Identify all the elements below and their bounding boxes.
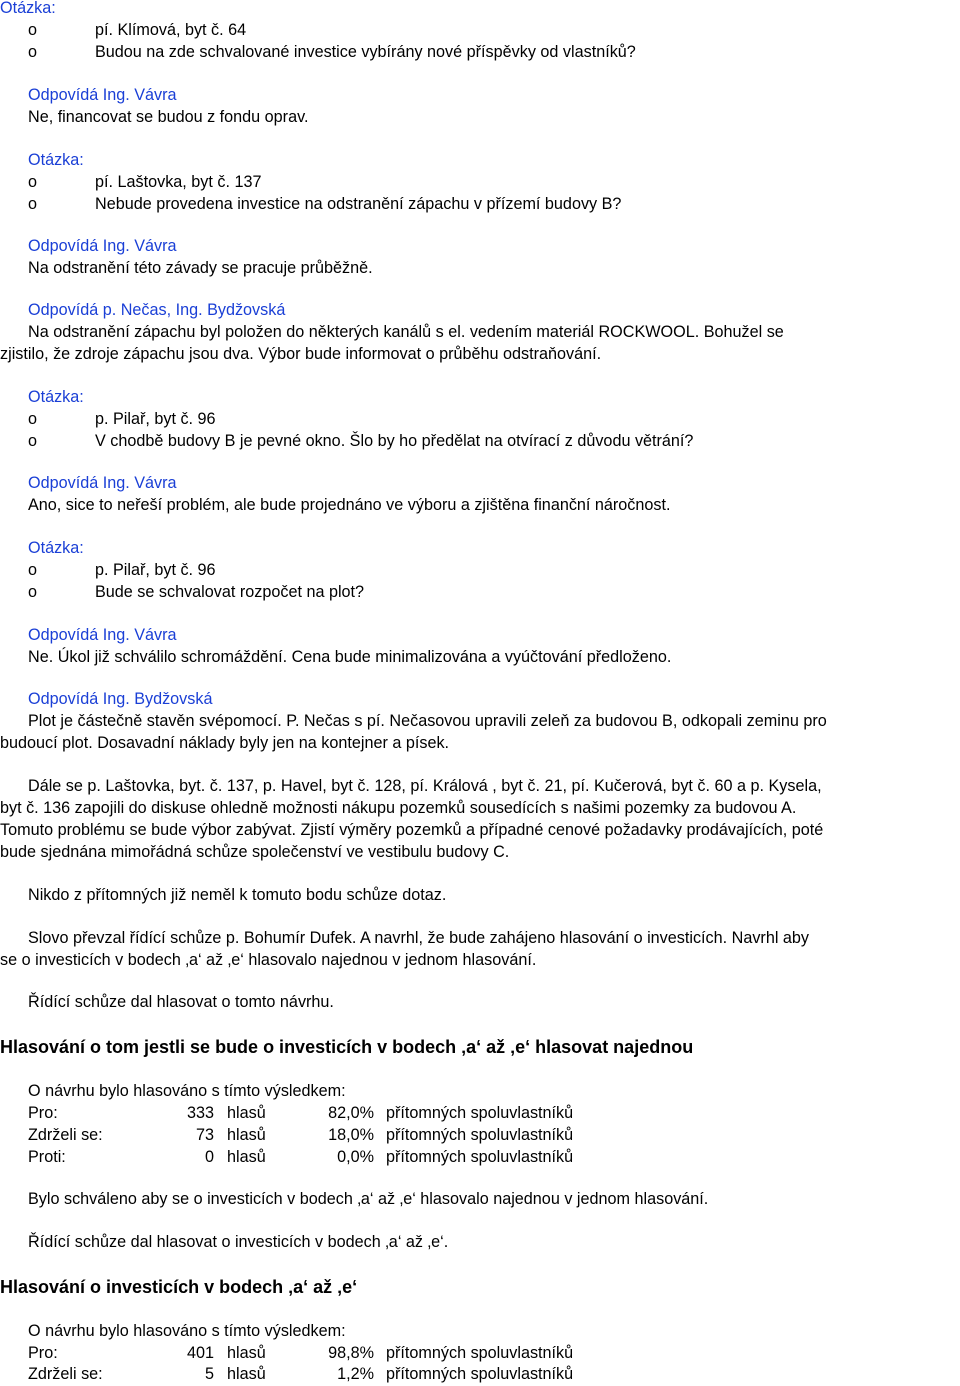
answer-text: Ne, financovat se budou z fondu oprav. — [28, 108, 309, 126]
list-item — [28, 193, 960, 215]
vote-count: 73 — [195, 1126, 214, 1144]
list-item — [28, 19, 960, 41]
list-item — [28, 559, 960, 581]
vote-desc: přítomných spoluvlastníků — [386, 1126, 574, 1144]
bullet: o — [28, 21, 38, 39]
bullet: o — [28, 410, 38, 428]
question-label: Otázka: — [0, 0, 56, 17]
vote-desc: přítomných spoluvlastníků — [386, 1344, 574, 1362]
vote-label: Pro: — [28, 1104, 58, 1122]
paragraph-line: Řídící schůze dal hlasovat o investicích v bodech ‚a‘ až ‚e‘. — [28, 1233, 449, 1251]
vote-intro: O návrhu bylo hlasováno s tímto výsledkem: — [28, 1322, 346, 1340]
list-item — [28, 581, 960, 603]
section-heading: Hlasování o investicích v bodech ‚a‘ až ‚e‘ — [0, 1277, 358, 1297]
question-label: Otázka: — [28, 388, 84, 406]
answer-label: Odpovídá Ing. Bydžovská — [28, 690, 213, 708]
bullet: o — [28, 561, 38, 579]
vote-percent: 0,0% — [337, 1148, 374, 1166]
vote-percent: 18,0% — [328, 1126, 374, 1144]
list-item-text: V chodbě budovy B je pevné okno. Šlo by ho předělat na otvírací z důvodu větrání? — [95, 432, 694, 450]
vote-percent: 98,8% — [328, 1344, 374, 1362]
paragraph-line: Tomuto problému se bude výbor zabývat. Zjistí výměry pozemků a případné cenové požadavky prodávajících, poté — [0, 821, 824, 839]
vote-result: Bylo schváleno aby se o investicích v bodech ‚a‘ až ‚e‘ hlasovalo najednou v jednom hlasování. — [28, 1190, 709, 1208]
list-item-text: pí. Klímová, byt č. 64 — [95, 21, 247, 39]
bullet: o — [28, 195, 38, 213]
list-item-text: Budou na zde schvalované investice vybírány nové příspěvky od vlastníků? — [95, 43, 636, 61]
answer-label: Odpovídá Ing. Vávra — [28, 626, 177, 644]
vote-unit: hlasů — [227, 1344, 266, 1362]
paragraph-line: Řídící schůze dal hlasovat o tomto návrhu. — [28, 993, 334, 1011]
list-item — [28, 171, 960, 193]
vote-desc: přítomných spoluvlastníků — [386, 1104, 574, 1122]
vote-count: 401 — [186, 1344, 214, 1362]
answer-text: Plot je částečně stavěn svépomocí. P. Nečas s pí. Nečasovou upravili zeleň za budovou B, odkopali zeminu pro — [28, 712, 827, 730]
list-item-text: pí. Laštovka, byt č. 137 — [95, 173, 262, 191]
vote-label: Zdrželi se: — [28, 1126, 103, 1144]
bullet: o — [28, 432, 38, 450]
answer-text: zjistilo, že zdroje zápachu jsou dva. Výbor bude informovat o průběhu odstraňování. — [0, 345, 602, 363]
vote-unit: hlasů — [227, 1365, 266, 1383]
list-item-text: Nebude provedena investice na odstranění zápachu v přízemí budovy B? — [95, 195, 622, 213]
question-label: Otázka: — [28, 539, 84, 557]
vote-percent: 82,0% — [328, 1104, 374, 1122]
bullet: o — [28, 43, 38, 61]
list-item-text: p. Pilař, byt č. 96 — [95, 561, 216, 579]
vote-label: Proti: — [28, 1148, 66, 1166]
vote-count: 0 — [204, 1148, 214, 1166]
answer-label: Odpovídá p. Nečas, Ing. Bydžovská — [28, 301, 286, 319]
bullet: o — [28, 173, 38, 191]
answer-label: Odpovídá Ing. Vávra — [28, 86, 177, 104]
list-item — [28, 408, 960, 430]
vote-label: Pro: — [28, 1344, 58, 1362]
bullet: o — [28, 583, 38, 601]
answer-text: Na odstranění této závady se pracuje průběžně. — [28, 259, 373, 277]
vote-intro: O návrhu bylo hlasováno s tímto výsledkem: — [28, 1082, 346, 1100]
answer-text: Ne. Úkol již schválilo schromáždění. Cena bude minimalizována a vyúčtování předloženo. — [28, 648, 672, 666]
vote-count: 333 — [186, 1104, 214, 1122]
answer-text: Ano, sice to neřeší problém, ale bude projednáno ve výboru a zjištěna finanční náročnost. — [28, 496, 671, 514]
vote-desc: přítomných spoluvlastníků — [386, 1365, 574, 1383]
list-item-text: Bude se schvalovat rozpočet na plot? — [95, 583, 365, 601]
answer-label: Odpovídá Ing. Vávra — [28, 237, 177, 255]
vote-unit: hlasů — [227, 1104, 266, 1122]
list-item-text: p. Pilař, byt č. 96 — [95, 410, 216, 428]
question-label: Otázka: — [28, 151, 84, 169]
answer-text: budoucí plot. Dosavadní náklady byly jen na kontejner a písek. — [0, 734, 450, 752]
paragraph-line: byt č. 136 zapojili do diskuse ohledně možnosti nákupu pozemků sousedících s našimi pozemky za budovou A. — [0, 799, 797, 817]
list-item — [28, 430, 960, 452]
vote-unit: hlasů — [227, 1126, 266, 1144]
list-item — [28, 41, 960, 63]
answer-label: Odpovídá Ing. Vávra — [28, 474, 177, 492]
paragraph-line: Slovo převzal řídící schůze p. Bohumír Dufek. A navrhl, že bude zahájeno hlasování o investicích. Navrhl aby — [28, 929, 810, 947]
vote-label: Zdrželi se: — [28, 1365, 103, 1383]
section-heading: Hlasování o tom jestli se bude o investicích v bodech ‚a‘ až ‚e‘ hlasovat najednou — [0, 1037, 694, 1057]
paragraph-line: bude sjednána mimořádná schůze společenství ve vestibulu budovy C. — [0, 843, 510, 861]
vote-desc: přítomných spoluvlastníků — [386, 1148, 574, 1166]
vote-percent: 1,2% — [337, 1365, 374, 1383]
vote-unit: hlasů — [227, 1148, 266, 1166]
vote-count: 5 — [204, 1365, 214, 1383]
paragraph-line: Dále se p. Laštovka, byt. č. 137, p. Havel, byt č. 128, pí. Králová , byt č. 21, pí. Kučerová, byt č. 60 a p. Kysela, — [28, 777, 822, 795]
paragraph-line: Nikdo z přítomných již neměl k tomuto bodu schůze dotaz. — [28, 886, 447, 904]
answer-text: Na odstranění zápachu byl položen do některých kanálů s el. vedením materiál ROCKWOOL. Bohužel se — [28, 323, 784, 341]
paragraph-line: se o investicích v bodech ‚a‘ až ‚e‘ hlasovalo najednou v jednom hlasování. — [0, 951, 537, 969]
